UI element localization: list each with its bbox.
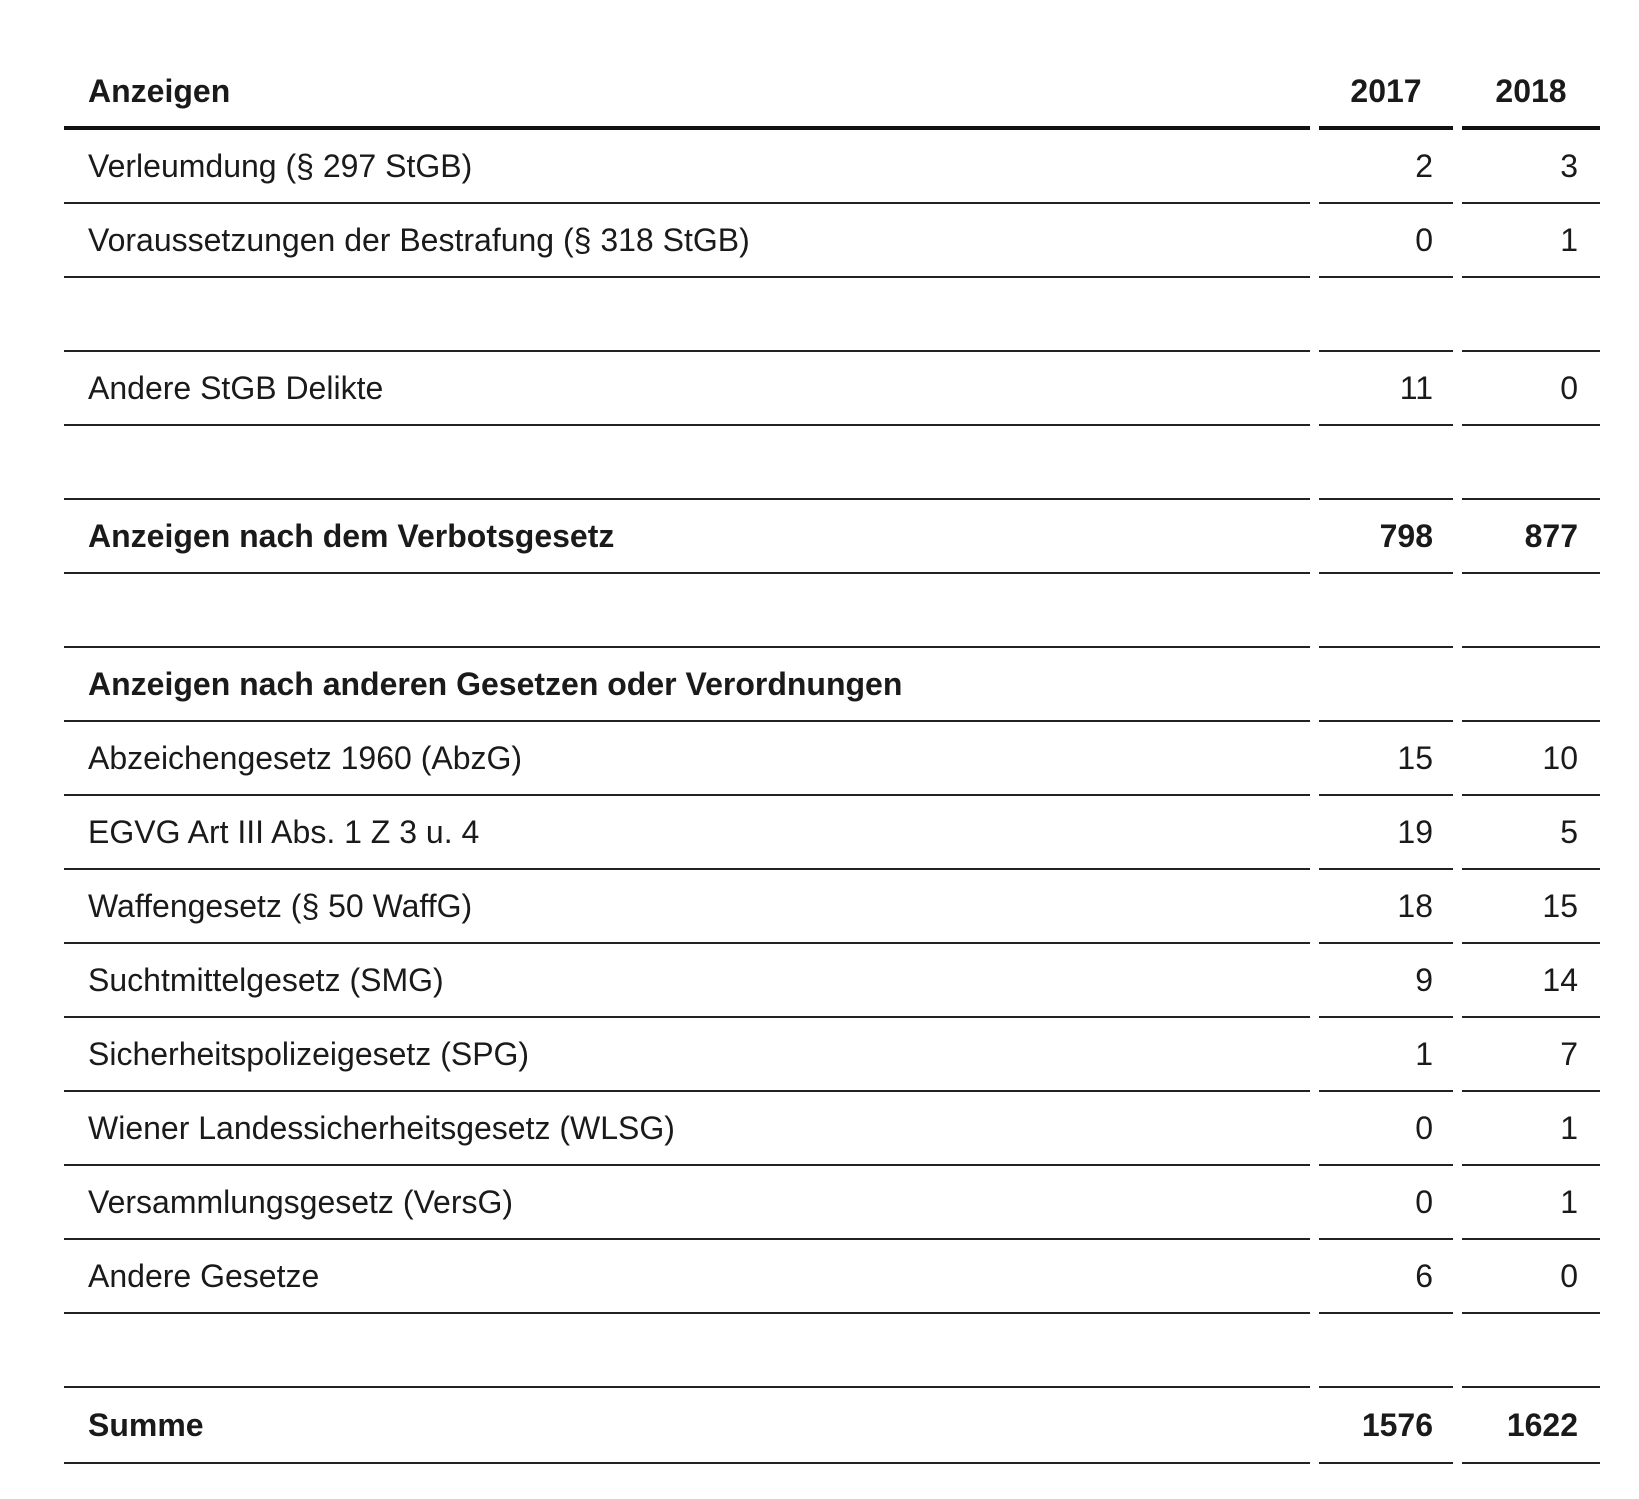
row-label: EGVG Art III Abs. 1 Z 3 u. 4: [64, 796, 1310, 870]
row-value-2018: 0: [1462, 1240, 1600, 1314]
row-value-2017: [1319, 1314, 1453, 1388]
row-label: Waffengesetz (§ 50 WaffG): [64, 870, 1310, 944]
total-label: Summe: [64, 1388, 1310, 1464]
header-year-2018: 2018: [1462, 56, 1600, 130]
row-value-2018: 1: [1462, 1092, 1600, 1166]
row-value-2017: [1319, 574, 1453, 648]
table-row-section-total: [64, 500, 1600, 574]
row-value-2018: 5: [1462, 796, 1600, 870]
table-row: [64, 1166, 1600, 1240]
table-row: [64, 944, 1600, 1018]
table-row-section-heading: [64, 648, 1600, 722]
table-row-spacer: [64, 426, 1600, 500]
table-row: [64, 796, 1600, 870]
row-value-2017: 6: [1319, 1240, 1453, 1314]
total-value-2017: 1576: [1319, 1388, 1453, 1464]
row-value-2018: [1462, 1314, 1600, 1388]
row-value-2018: [1462, 574, 1600, 648]
row-label: Verleumdung (§ 297 StGB): [64, 130, 1310, 204]
row-label: Anzeigen nach dem Verbotsgesetz: [64, 500, 1310, 574]
row-value-2017: 2: [1319, 130, 1453, 204]
row-value-2018: 0: [1462, 352, 1600, 426]
row-value-2017: 15: [1319, 722, 1453, 796]
row-value-2018: 3: [1462, 130, 1600, 204]
table-header-row: [64, 56, 1600, 130]
header-label: Anzeigen: [64, 56, 1310, 130]
row-value-2017: 0: [1319, 204, 1453, 278]
table-row: [64, 1092, 1600, 1166]
row-label: Anzeigen nach anderen Gesetzen oder Verordnungen: [64, 648, 1310, 722]
row-label: Wiener Landessicherheitsgesetz (WLSG): [64, 1092, 1310, 1166]
row-label: [64, 1314, 1310, 1388]
row-value-2018: 877: [1462, 500, 1600, 574]
table-row: [64, 870, 1600, 944]
row-value-2017: 0: [1319, 1092, 1453, 1166]
row-value-2017: 18: [1319, 870, 1453, 944]
row-value-2017: 1: [1319, 1018, 1453, 1092]
row-value-2018: 7: [1462, 1018, 1600, 1092]
statistics-table: [64, 56, 1600, 1464]
row-label: Suchtmittelgesetz (SMG): [64, 944, 1310, 1018]
table-row-total: [64, 1388, 1600, 1464]
row-value-2017: 9: [1319, 944, 1453, 1018]
row-label: Andere Gesetze: [64, 1240, 1310, 1314]
row-value-2017: 0: [1319, 1166, 1453, 1240]
table-row: [64, 1018, 1600, 1092]
table-row-spacer: [64, 1314, 1600, 1388]
row-value-2018: 1: [1462, 1166, 1600, 1240]
header-year-2017: 2017: [1319, 56, 1453, 130]
row-value-2018: 14: [1462, 944, 1600, 1018]
row-label: Abzeichengesetz 1960 (AbzG): [64, 722, 1310, 796]
table-row-spacer: [64, 574, 1600, 648]
row-value-2018: 15: [1462, 870, 1600, 944]
row-value-2017: 798: [1319, 500, 1453, 574]
table-row: [64, 130, 1600, 204]
row-value-2017: [1319, 648, 1453, 722]
row-label: [64, 574, 1310, 648]
total-value-2018: 1622: [1462, 1388, 1600, 1464]
row-value-2018: [1462, 648, 1600, 722]
row-value-2017: [1319, 278, 1453, 352]
row-label: [64, 426, 1310, 500]
row-label: Sicherheitspolizeigesetz (SPG): [64, 1018, 1310, 1092]
row-label: Versammlungsgesetz (VersG): [64, 1166, 1310, 1240]
row-label: [64, 278, 1310, 352]
row-value-2018: [1462, 278, 1600, 352]
table-row: [64, 1240, 1600, 1314]
table-row-spacer: [64, 278, 1600, 352]
row-label: Andere StGB Delikte: [64, 352, 1310, 426]
row-value-2017: 11: [1319, 352, 1453, 426]
row-label: Voraussetzungen der Bestrafung (§ 318 StGB): [64, 204, 1310, 278]
table-row: [64, 352, 1600, 426]
row-value-2018: 10: [1462, 722, 1600, 796]
row-value-2017: [1319, 426, 1453, 500]
row-value-2018: 1: [1462, 204, 1600, 278]
table-row: [64, 722, 1600, 796]
row-value-2018: [1462, 426, 1600, 500]
row-value-2017: 19: [1319, 796, 1453, 870]
table-row: [64, 204, 1600, 278]
